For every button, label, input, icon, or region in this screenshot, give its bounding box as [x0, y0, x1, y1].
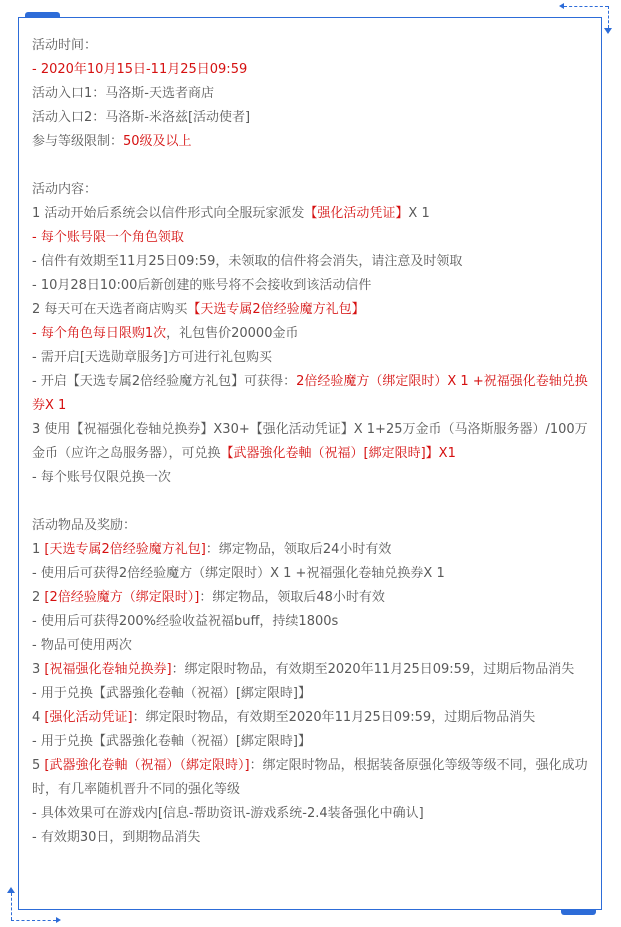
text-line — [32, 418, 592, 466]
highlight-text: 【天选专属2倍经验魔方礼包】 — [187, 302, 365, 317]
text-segment: 活动物品及奖励： — [32, 518, 137, 533]
text-line — [32, 658, 592, 682]
text-line — [32, 538, 592, 562]
text-line — [32, 34, 592, 58]
text-segment: 活动时间： — [32, 38, 98, 53]
text-segment: - 使用后可获得2倍经验魔方（绑定限时）X 1 +祝福强化卷轴兑换券X 1 — [32, 566, 445, 581]
text-segment: ：绑定限时物品，根据装备原强化等级等级不同，强化成功时，有几率随机晋升不同的强化等级 — [32, 758, 588, 797]
highlight-text: [强化活动凭证] — [44, 710, 133, 725]
text-segment: 3 使用【祝福强化卷轴兑换券】X30+【强化活动凭证】X 1+25万金币（马洛斯服务器）/100万金币（应许之岛服务器），可兑换 — [32, 422, 588, 461]
text-segment: ：绑定物品，领取后24小时有效 — [205, 542, 392, 557]
text-segment: ：绑定限时物品，有效期至2020年11月25日09:59，过期后物品消失 — [171, 662, 575, 677]
text-segment: 1 — [32, 542, 45, 557]
text-line — [32, 466, 592, 490]
text-segment: 2 每天可在天选者商店购买 — [32, 302, 188, 317]
text-segment: - 信件有效期至11月25日09:59，未领取的信件将会消失，请注意及时领取 — [32, 254, 463, 269]
text-line — [32, 202, 592, 226]
highlight-text: [2倍经验魔方（绑定限时）] — [44, 590, 200, 605]
text-segment: ：绑定限时物品，有效期至2020年11月25日09:59，过期后物品消失 — [132, 710, 536, 725]
corner-dash-top-right — [564, 6, 608, 7]
text-line — [32, 754, 592, 802]
text-line — [32, 610, 592, 634]
text-line — [32, 298, 592, 322]
corner-dash-bottom-left-vertical — [11, 893, 12, 920]
text-segment: ：绑定物品，领取后48小时有效 — [199, 590, 385, 605]
text-segment: 参与等级限制： — [32, 134, 124, 149]
text-line — [32, 586, 592, 610]
highlight-text: [武器強化卷軸（祝福）（綁定限時）] — [44, 758, 250, 773]
text-line — [32, 130, 592, 154]
text-line — [32, 634, 592, 658]
text-segment: - 有效期30日，到期物品消失 — [32, 830, 201, 845]
text-line — [32, 82, 592, 106]
text-segment: - 需开启[天选勋章服务]方可进行礼包购买 — [32, 350, 272, 365]
text-segment: - 10月28日10:00后新创建的账号将不会接收到该活动信件 — [32, 278, 372, 293]
highlight-text: [天选专属2倍经验魔方礼包] — [44, 542, 206, 557]
highlight-text: - 每个角色每日限购1次 — [32, 326, 167, 341]
text-line — [32, 178, 592, 202]
arrow-up-icon — [7, 887, 15, 893]
blank-line — [32, 490, 592, 514]
text-segment: - 使用后可获得200%经验收益祝福buff，持续1800s — [32, 614, 339, 629]
text-line — [32, 370, 592, 418]
corner-dash-bottom-left — [11, 920, 56, 921]
text-segment: - 用于兑换【武器強化卷軸（祝福）[綁定限時]】 — [32, 686, 311, 701]
text-segment: 1 活动开始后系统会以信件形式向全服玩家派发 — [32, 206, 305, 221]
text-line — [32, 226, 592, 250]
arrow-left-icon — [559, 3, 564, 9]
arrow-down-icon — [604, 28, 612, 34]
text-line — [32, 706, 592, 730]
highlight-text: [祝福强化卷轴兑换券] — [44, 662, 172, 677]
text-segment: 2 — [32, 590, 45, 605]
highlight-text: 【武器強化卷軸（祝福）[綁定限時]】X1 — [220, 446, 456, 461]
text-segment: 活动内容： — [32, 182, 98, 197]
frame-tab-bottom — [561, 909, 596, 915]
text-segment: X 1 — [408, 206, 430, 221]
event-text-content — [32, 34, 592, 850]
text-segment: - 具体效果可在游戏内[信息-帮助资讯-游戏系统-2.4装备强化中确认] — [32, 806, 424, 821]
text-segment: 3 — [32, 662, 45, 677]
text-segment: - 用于兑换【武器強化卷軸（祝福）[綁定限時]】 — [32, 734, 311, 749]
text-line — [32, 106, 592, 130]
text-segment: - 每个账号仅限兑换一次 — [32, 470, 171, 485]
text-line — [32, 58, 592, 82]
text-line — [32, 250, 592, 274]
text-line — [32, 562, 592, 586]
highlight-text: 2倍经验魔方（绑定限时）X 1 +祝福强化卷轴兑换券X 1 — [32, 374, 588, 413]
blank-line — [32, 154, 592, 178]
text-segment: ，礼包售价20000金币 — [166, 326, 299, 341]
highlight-text: - 2020年10月15日-11月25日09:59 — [32, 62, 248, 77]
text-line — [32, 346, 592, 370]
text-segment: 5 — [32, 758, 45, 773]
highlight-text: 【强化活动凭证】 — [304, 206, 409, 221]
text-line — [32, 682, 592, 706]
text-line — [32, 514, 592, 538]
text-line — [32, 274, 592, 298]
corner-dash-top-right-vertical — [608, 6, 609, 28]
text-line — [32, 802, 592, 826]
text-segment: 活动入口2：马洛斯-米洛兹[活动使者] — [32, 110, 251, 125]
text-segment: 活动入口1：马洛斯-天选者商店 — [32, 86, 214, 101]
text-line — [32, 826, 592, 850]
text-line — [32, 322, 592, 346]
arrow-right-icon — [56, 917, 61, 923]
text-segment: - 物品可使用两次 — [32, 638, 132, 653]
text-line — [32, 730, 592, 754]
text-segment: 4 — [32, 710, 45, 725]
highlight-text: 50级及以上 — [123, 134, 192, 149]
highlight-text: - 每个账号限一个角色领取 — [32, 230, 184, 245]
text-segment: - 开启【天选专属2倍经验魔方礼包】可获得： — [32, 374, 297, 389]
